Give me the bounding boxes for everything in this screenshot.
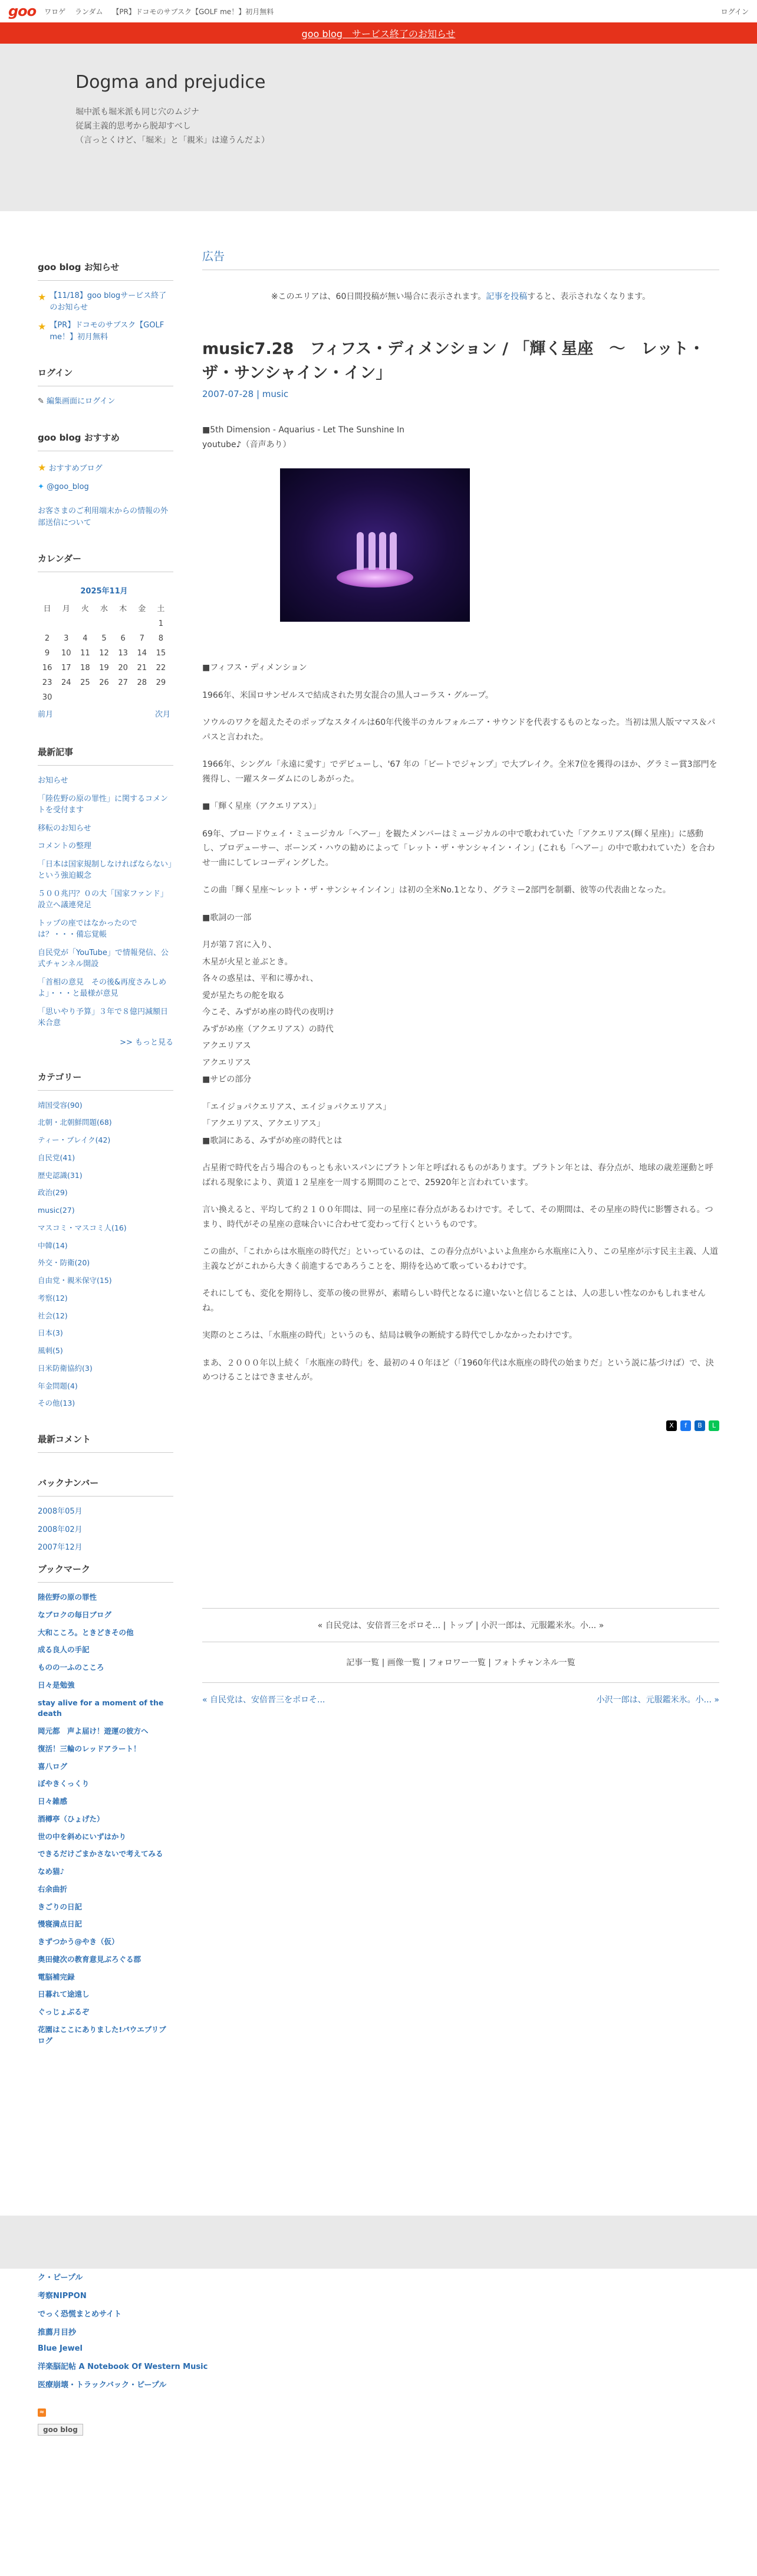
post-paragraph: 愛が星たちの舵を取る (202, 990, 285, 1000)
bookmark-link[interactable]: きずつかう@やき（仮） (38, 1937, 119, 1946)
calendar-day[interactable]: 8 (158, 634, 164, 643)
bookmark-link[interactable]: でっく恐慌まとめサイト (38, 2310, 122, 2319)
footer-bookmarks (38, 2271, 208, 2443)
calendar-day[interactable]: 14 (137, 649, 147, 658)
post-meta: 2007-07-28 | music (202, 389, 289, 399)
bookmark-link[interactable]: 酒樽亭（ひょげた） (38, 1814, 104, 1823)
calendar-day[interactable]: 9 (44, 649, 50, 658)
calendar-weekday: 日 (43, 605, 51, 613)
calendar-day[interactable]: 17 (61, 664, 71, 672)
star-icon: ★ (38, 291, 47, 303)
bookmark-link[interactable]: 大和こころ。ときどきその他 (38, 1627, 134, 1637)
goo-logo[interactable]: goo (8, 3, 37, 19)
calendar-day[interactable]: 5 (101, 634, 107, 643)
calendar-day[interactable]: 15 (156, 649, 166, 658)
recent-post-link[interactable]: 自民党が「YouTube」で情報発信、公式チャンネル開設 (38, 948, 169, 969)
post-paragraph: 実際のところは、「水瓶座の時代」というのも、結局は戦争の断続する時代でしかなかったわけです。 (202, 1331, 577, 1340)
bookmark-link[interactable]: できるだけごまかさないで考えてみる (38, 1849, 163, 1859)
calendar-day (114, 616, 133, 631)
service-end-notice[interactable]: goo blog サービス終了のお知らせ (0, 22, 757, 44)
post-paragraph: 69年、ブロードウェイ・ミュージカル「ヘアー」を観たメンバーはミュージカルの中で歌われていた「アクエリアス(輝く星座)」に感動し、プロデューサー、ボーンズ・ハウの勧めによって「レット・ザ・サンシャイン・イン」(これも「ヘアー」の中で歌われていた）を合わせ一曲にしてレコーディングした。 (202, 829, 715, 868)
bookmark-link[interactable]: 考察NIPPON (38, 2292, 87, 2301)
news-link[interactable]: 【11/18】goo blogサービス終了のお知らせ (50, 291, 167, 312)
post-paragraph: 月が第７宮に入り、 (202, 940, 277, 950)
calendar-day (57, 690, 75, 705)
post-paragraph: ソウルのワクを超えたそのポップなスタイルは60年代後半のカルフォルニア・サウンドを代表するものとなった。当初は黒人版ママス＆パパスと言われた。 (202, 718, 716, 742)
blog-title[interactable]: Dogma and prejudice (75, 72, 266, 93)
category-link[interactable]: 外交・防衛(20) (38, 1258, 90, 1268)
recent-post-link[interactable]: 「陸佐野の原の罪性」に関するコメントを受付ます (38, 794, 169, 815)
ad-note (202, 290, 719, 302)
calendar-day (114, 690, 133, 705)
x-share-icon[interactable]: X (666, 1420, 677, 1431)
blog-links[interactable]: 記事一覧 | 画像一覧 | フォロワー一覧 | フォトチャンネル一覧 (202, 1642, 719, 1683)
sidebar-backnumber-title: バックナンバー (38, 1476, 173, 1497)
blog-header (0, 44, 757, 211)
bookmark-link[interactable]: ぐっじょぶるぞ (38, 2007, 90, 2016)
calendar-day[interactable]: 20 (118, 664, 128, 672)
calendar-day (75, 690, 94, 705)
calendar-day[interactable]: 13 (118, 649, 128, 658)
calendar-day[interactable]: 2 (44, 634, 50, 643)
calendar-day[interactable]: 4 (83, 634, 88, 643)
calendar-day (94, 616, 113, 631)
category-link[interactable]: 考察(12) (38, 1293, 68, 1302)
calendar-day (94, 690, 113, 705)
star-icon: ★ (38, 461, 47, 473)
ad-note-text: すると、表示されなくなります。 (527, 292, 651, 301)
calendar-day (152, 690, 170, 705)
facebook-share-icon[interactable]: f (680, 1420, 691, 1431)
calendar-day (133, 616, 152, 631)
calendar-day[interactable]: 1 (158, 619, 164, 628)
recommend-link[interactable]: お客さまのご利用端末からの情報の外部送信について (38, 507, 169, 527)
category-link[interactable]: 自由党・親米保守(15) (38, 1276, 112, 1285)
bookmark-link[interactable]: 洋楽脳記帖 A Notebook Of Western Music (38, 2362, 208, 2371)
calendar-weekday: 木 (119, 605, 127, 613)
bookmark-link[interactable]: 医療崩壊・トラックバック・ピープル (38, 2381, 167, 2390)
blog-desc-line: （言っとくけど、「堀米」と「親米」は違うんだよ） (75, 135, 269, 145)
bookmark-link[interactable]: ぼやきくっくり (38, 1779, 90, 1789)
post-paragraph: 木星が火星と並ぶとき。 (202, 957, 293, 967)
category-link[interactable]: マスコミ・マスコミ人(16) (38, 1223, 127, 1232)
bookmark-link[interactable]: 復活！三輪のレッドアラート！ (38, 1744, 141, 1753)
performer-figure (357, 532, 364, 570)
post-paragraph: 「アクエリアス、アクエリアス」 (202, 1119, 325, 1128)
post-paragraph: 各々の惑星は、平和に導かれ、 (202, 974, 318, 983)
hatena-share-icon[interactable]: B (695, 1420, 705, 1431)
post-title[interactable]: music7.28 フィフス・ディメンション / 「輝く星座 ～ レット・ザ・サンシャイン・イン」 (202, 340, 705, 382)
recent-post-link[interactable]: 「日本は国家規制しなければならない」という強迫観念 (38, 859, 172, 880)
recent-post-link[interactable]: トップの座ではなかったのでは？・・・備忘覚帳 (38, 918, 137, 939)
next-post-link[interactable]: 小沢一郎は、元服鑑米氷。小... » (596, 1695, 719, 1705)
sidebar-login-title: ログイン (38, 366, 173, 386)
calendar-day[interactable]: 7 (139, 634, 144, 643)
post-paragraph: みずがめ座（アクエリアス）の時代 (202, 1024, 334, 1034)
calendar-day[interactable]: 27 (118, 678, 128, 687)
post-body (202, 423, 719, 1385)
login-link[interactable]: ログイン (720, 7, 749, 16)
nav-item-1[interactable]: ワロゲ (44, 7, 66, 16)
post-paragraph: アクエリアス (202, 1058, 251, 1068)
blog-desc-line: 堀中派も堀米派も同じ穴のムジナ (75, 107, 199, 117)
video-caption: youtube♪（音声あり） (202, 439, 291, 449)
calendar-day[interactable]: 12 (99, 649, 109, 658)
bookmark-link[interactable]: 右余曲折 (38, 1884, 68, 1894)
backnumber-link[interactable]: 2008年02月 (38, 1525, 83, 1534)
backnumber-link[interactable]: 2008年05月 (38, 1507, 83, 1516)
calendar-day[interactable]: 6 (120, 634, 126, 643)
calendar-day[interactable]: 16 (42, 664, 52, 672)
performer-figure (390, 532, 397, 570)
category-link[interactable]: ティー・ブレイク(42) (38, 1136, 111, 1144)
calendar-weekday: 金 (138, 605, 146, 613)
sidebar-calendar-title: カレンダー (38, 552, 173, 572)
post-paragraph: 占星術で時代を占う場合のもっとも永いスパンにプラトン年と呼ばれるものがあります。プラトン年とは、春分点が、地球の歳差運動と呼ばれる現象により、黄道１２星座を一周する期間のことで、25920年と言われています。 (202, 1163, 713, 1187)
bookmark-link[interactable]: 奥田健次の教育意見ぶろぐる郡 (38, 1954, 141, 1964)
recent-post-link[interactable]: 「首相の意見 その後&再度さみしめよ」・・・と最様が意見 (38, 977, 167, 998)
calendar-next[interactable]: 次月 (154, 710, 170, 719)
sidebar-recent-title: 最新記事 (38, 746, 173, 766)
blog-desc-line: 従属主義的思考から脱却すべし (75, 121, 191, 131)
bookmark-link[interactable]: stay alive for a moment of the death (38, 1698, 164, 1718)
calendar-weekday: 水 (100, 605, 108, 613)
calendar-day (57, 616, 75, 631)
recent-post-link[interactable]: お知らせ (38, 776, 68, 785)
recent-post-link[interactable]: 「思いやり予算」３年で８億円減額日米合意 (38, 1007, 169, 1028)
calendar-prev[interactable]: 前月 (38, 710, 54, 719)
section-heading: ■フィフス・ディメンション (202, 663, 307, 672)
section-heading: ■歌詞の一部 (202, 913, 252, 923)
sidebar-bookmark-title: ブックマーク (38, 1563, 173, 1583)
bookmark-link[interactable]: 推薦月目抄 (38, 2328, 77, 2337)
calendar-day (38, 616, 57, 631)
footer-band (0, 2216, 757, 2269)
section-heading: ■サビの部分 (202, 1075, 252, 1084)
performer-figure (368, 532, 376, 570)
nav-item-2[interactable]: ランダム (75, 7, 103, 16)
backnumber-link[interactable]: 2007年12月 (38, 1543, 83, 1551)
category-link[interactable]: 風刺(5) (38, 1346, 63, 1355)
bird-icon: ✦ (38, 482, 44, 491)
calendar-day[interactable]: 18 (80, 664, 90, 672)
video-caption: ■5th Dimension - Aquarius - Let The Sunshine In (202, 425, 404, 435)
post-paragraph: この曲「輝く星座～レット・ザ・サンシャインイン」は初の全米No.1となり、グラミー2部門を制覇、彼等の代表曲となった。 (202, 885, 671, 895)
post-paragraph: 今こそ、みずがめ座の時代の夜明け (202, 1008, 334, 1017)
post-paragraph: アクエリアス (202, 1041, 251, 1051)
calendar-day[interactable]: 28 (137, 678, 147, 687)
bookmark-link[interactable]: 世の中を斜めにいずはかり (38, 1832, 127, 1841)
post-paragraph: 1966年、米国ロサンゼルスで結成された男女混合の黒人コーラス・グループ。 (202, 690, 493, 700)
bookmark-link[interactable]: 岡元都 声よ届け！遊運の彼方へ (38, 1727, 149, 1735)
bookmark-link[interactable]: 慢寝満点日記 (38, 1919, 83, 1929)
calendar-day[interactable]: 3 (64, 634, 69, 643)
category-link[interactable]: 自民党(41) (38, 1153, 75, 1162)
calendar-weekday: 火 (81, 605, 89, 613)
bookmark-link[interactable]: なブロクの毎日ブログ (38, 1610, 112, 1619)
recommend-link[interactable]: おすすめブログ (48, 464, 103, 473)
calendar-day[interactable]: 29 (156, 678, 166, 687)
bookmark-link[interactable]: なめ猫♪ (38, 1867, 65, 1876)
blog-description (75, 106, 269, 147)
recent-more-link[interactable]: >> もっと見る (120, 1038, 173, 1047)
sidebar-recommend-title: goo blog おすすめ (38, 431, 173, 451)
calendar-caption: 2025年11月 (80, 587, 128, 596)
recent-post-link[interactable]: ５００兆円？０の大「国家ファンド」設立へ議連発足 (38, 889, 168, 910)
calendar (38, 582, 170, 722)
bookmark-link[interactable]: 日暮れて途遠し (38, 1990, 90, 1999)
pencil-icon: ✎ (38, 397, 44, 406)
calendar-day[interactable]: 24 (61, 678, 71, 687)
calendar-day[interactable]: 26 (99, 678, 109, 687)
post-paragraph: この曲が、「これからは水瓶座の時代だ」といっているのは、この春分点がいよいよ魚座から水瓶座に入り、この星座が示す民主主義、人道主義などがこれから大きく前進するであろうことを、期待を込めて歌っているわけです。 (202, 1247, 718, 1271)
editor-login-link[interactable]: 編集画面にログイン (47, 397, 116, 406)
calendar-day (75, 616, 94, 631)
performer-figure (379, 532, 386, 570)
category-link[interactable]: 中韓(14) (38, 1241, 68, 1250)
calendar-weekday: 月 (62, 605, 70, 613)
nav-item-3[interactable]: 【PR】ドコモのサブスク【GOLF me！】初月無料 (112, 7, 274, 16)
post-date[interactable]: 2007-07-28 (202, 389, 254, 399)
category-link[interactable]: その他(13) (38, 1399, 75, 1408)
calendar-day[interactable]: 22 (156, 664, 166, 672)
rss-icon[interactable]: ≈ (38, 2408, 46, 2417)
category-link[interactable]: 政治(29) (38, 1188, 68, 1197)
post-paragraph: 1966年、シングル「永遠に愛す」でデビューし、'67 年の「ビートでジャンプ」で大ブレイク。全米7位を獲得のほか、グラミー賞3部門を獲得し、一躍スターダムにのしあがった。 (202, 760, 717, 784)
bookmark-link[interactable]: 陸佐野の原の罪性 (38, 1593, 97, 1602)
bookmark-link[interactable]: きごりの日記 (38, 1902, 83, 1911)
bookmark-link[interactable]: 成る良人の手記 (38, 1645, 90, 1655)
calendar-day[interactable]: 25 (80, 678, 90, 687)
prev-next-nav (202, 1683, 719, 1705)
sidebar (38, 248, 173, 2053)
post-paragraph: まあ、２０００年以上続く「水瓶座の時代」を、最初の４０年ほど（「1960年代は水瓶座の時代の始まりだ」という説に基づけば）で、決めつけることはできませんが。 (202, 1358, 714, 1382)
category-link[interactable]: 日米防衛協約(3) (38, 1363, 93, 1373)
category-link[interactable]: 歴史認識(31) (38, 1170, 83, 1180)
sidebar-news-title: goo blog お知らせ (38, 261, 173, 281)
section-heading: ■「輝く星座（アクエリアス）」 (202, 802, 321, 811)
post-paragraph: 「エイジョパクエリアス、エイジョパクエリアス」 (202, 1102, 391, 1112)
sidebar-comments-title: 最新コメント (38, 1433, 173, 1453)
recent-post-link[interactable]: 移転のお知らせ (38, 823, 91, 833)
post-pager[interactable]: « 自民党は、安倍晋三をポロそ... | トップ | 小沢一郎は、元服鑑米氷。小... » (202, 1608, 719, 1642)
top-bar (0, 0, 757, 22)
main-content (202, 248, 719, 1705)
news-link[interactable]: 【PR】ドコモのサブスク【GOLF me！】初月無料 (50, 321, 164, 342)
star-icon: ★ (38, 321, 47, 332)
recommend-link[interactable]: @goo_blog (47, 482, 89, 491)
ad-note-text: ※このエリアは、60日間投稿が無い場合に表示されます。 (271, 292, 486, 301)
calendar-day[interactable]: 10 (61, 649, 71, 658)
goo-blog-badge[interactable]: goo blog (38, 2424, 83, 2436)
ad-title: 広告 (202, 248, 719, 270)
sidebar-category-title: カテゴリー (38, 1071, 173, 1091)
post-paragraph: それにしても、変化を期待し、変革の後の世界が、素晴らしい時代となるに違いないと信じることは、人の悲しい性なのかもしれませんね。 (202, 1289, 706, 1313)
bookmark-link[interactable]: ものの一ふのこころ (38, 1663, 104, 1672)
calendar-day (133, 690, 152, 705)
category-link[interactable]: 靖国受容(90) (38, 1100, 83, 1110)
bookmark-link[interactable]: 喜八ログ (38, 1761, 68, 1771)
prev-post-link[interactable]: « 自民党は、安倍晋三をポロそ... (202, 1695, 325, 1705)
bookmark-link[interactable]: Blue Jewel (38, 2344, 83, 2353)
calendar-day[interactable]: 21 (137, 664, 147, 672)
bookmark-link[interactable]: 電脳補完録 (38, 1972, 75, 1981)
calendar-day[interactable]: 30 (42, 693, 52, 702)
bookmark-link[interactable]: ク・ピープル (38, 2273, 83, 2282)
bookmark-link[interactable]: 花園はここにありました!パウエブリブログ (38, 2024, 166, 2045)
calendar-day[interactable]: 19 (99, 664, 109, 672)
recent-post-link[interactable]: コメントの整理 (38, 842, 92, 851)
calendar-day[interactable]: 23 (42, 678, 52, 687)
line-share-icon[interactable]: L (709, 1420, 719, 1431)
section-heading: ■歌詞にある、みずがめ座の時代とは (202, 1136, 343, 1146)
stage-shape (337, 567, 413, 588)
post-article-link[interactable]: 記事を投稿 (486, 292, 528, 301)
bookmark-link[interactable]: 日々是勉強 (38, 1680, 75, 1689)
category-link[interactable]: 日本(3) (38, 1328, 63, 1338)
share-buttons (202, 1420, 719, 1431)
calendar-day[interactable]: 11 (80, 649, 90, 658)
calendar-weekday: 土 (157, 605, 165, 613)
bookmark-link[interactable]: 日々雑感 (38, 1797, 68, 1806)
top-nav (44, 6, 281, 17)
category-link[interactable]: 北朝・北朝鮮問題(68) (38, 1118, 112, 1127)
category-link[interactable]: 年金問題(4) (38, 1381, 78, 1390)
post-category[interactable]: music (262, 389, 289, 399)
category-link[interactable]: 社会(12) (38, 1311, 68, 1320)
category-link[interactable]: music(27) (38, 1206, 75, 1215)
post-paragraph: 言い換えると、平均して約２１００年間は、同一の星座に春分点があるわけです。そして、その期間は、その星座の時代に影響される。つまり、時代がその星座の意味合いに合わせて変わって行くというものです。 (202, 1205, 713, 1229)
video-thumbnail[interactable] (280, 468, 470, 622)
